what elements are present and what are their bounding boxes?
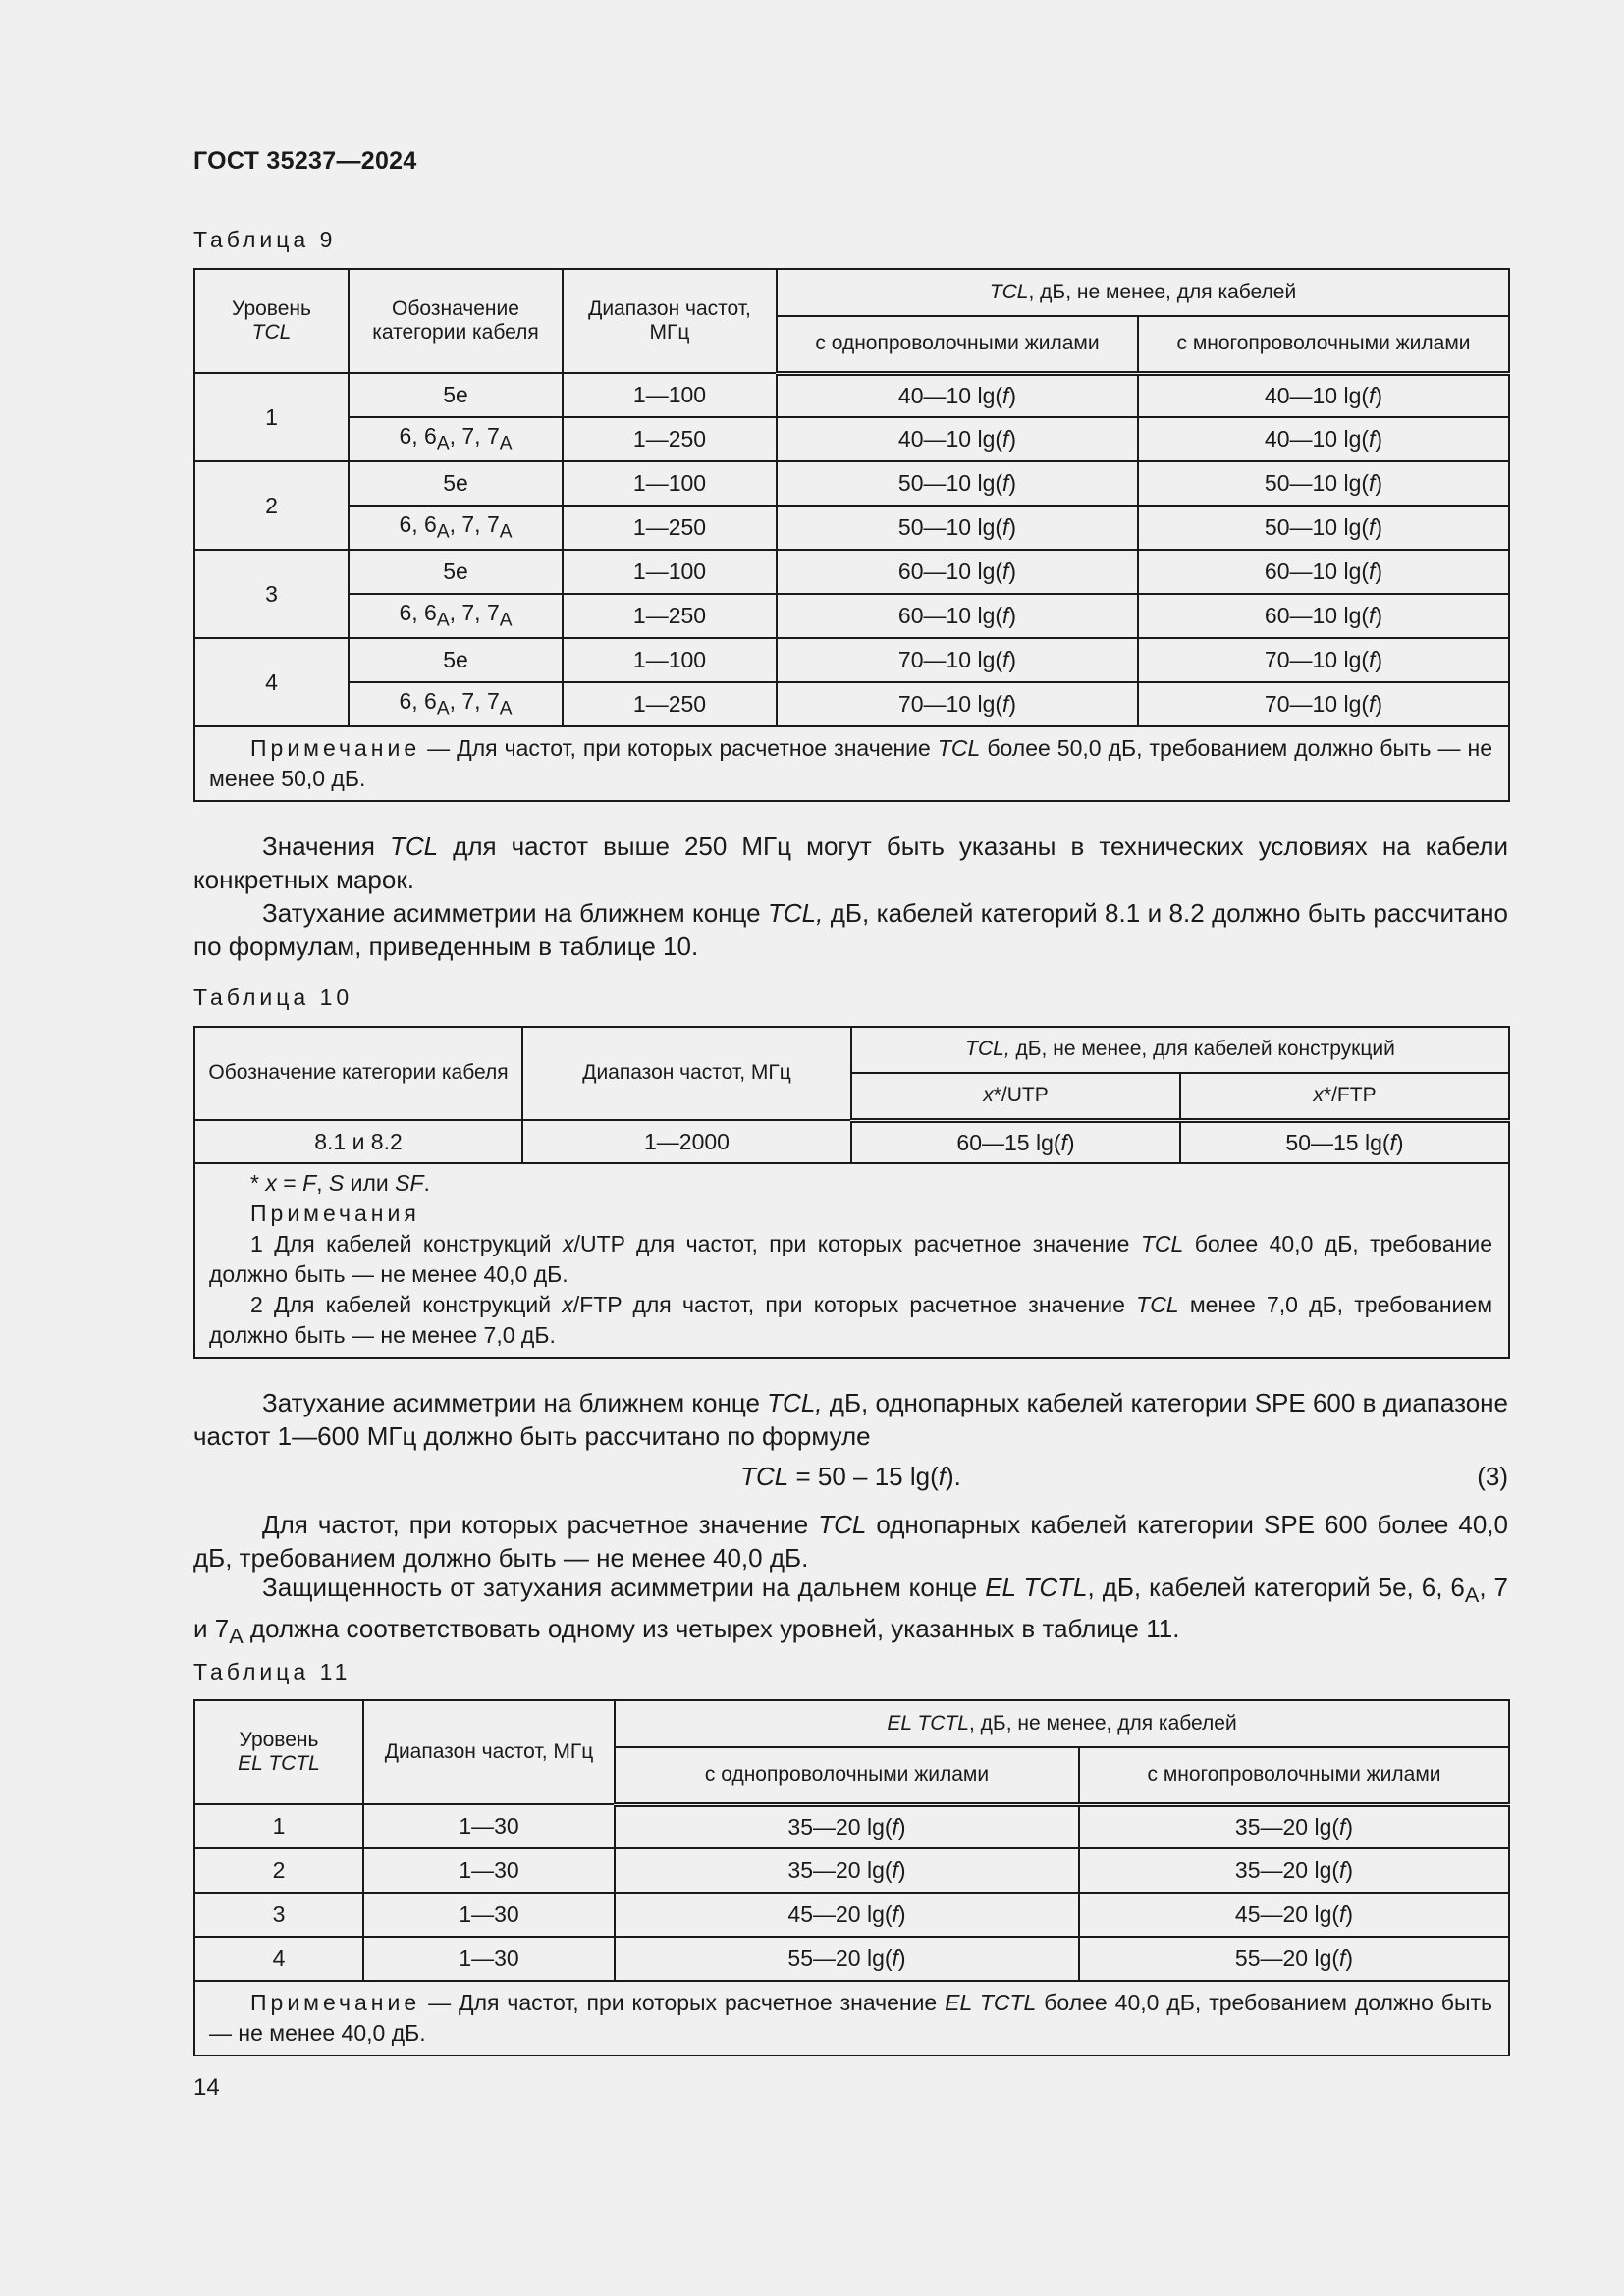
table9-cell-solid: 70—10 lg(f)	[777, 682, 1138, 726]
table-row	[194, 1120, 1509, 1163]
table11-cell-frequency: 1—30	[363, 1893, 615, 1937]
table9-note: Примечание — Для частот, при которых расчетное значение TCL более 50,0 дБ, требованием должно быть — не менее 50,0 дБ.	[194, 726, 1509, 801]
table9-cell-solid: 70—10 lg(f)	[777, 638, 1138, 682]
table9-cell-stranded: 50—10 lg(f)	[1138, 506, 1509, 550]
table9-cell-frequency: 1—250	[563, 506, 777, 550]
table10-note-1: 1 Для кабелей конструкций x/UTP для частот, при которых расчетное значение TCL более 40,0 дБ, требование должно быть — не менее 40,0 дБ.	[209, 1231, 1493, 1287]
table11-cell-level: 3	[194, 1893, 363, 1937]
table11-cell-stranded: 35—20 lg(f)	[1079, 1848, 1509, 1893]
table9-cell-category: 5e	[349, 638, 563, 682]
table11-note: Примечание — Для частот, при которых расчетное значение EL TCTL более 40,0 дБ, требованием должно быть — не менее 40,0 дБ.	[194, 1981, 1509, 2056]
table11-cell-level: 4	[194, 1937, 363, 1981]
table10-caption: Таблица 10	[193, 985, 353, 1010]
table11-cell-level: 2	[194, 1848, 363, 1893]
table10-cell-ftp: 50—15 lg(f)	[1180, 1120, 1509, 1163]
table9-header-frequency: Диапазон частот, МГц	[563, 269, 777, 373]
table9-cell-category: 6, $6_A$, 7, $7_A$	[349, 594, 563, 638]
table10	[193, 1026, 1510, 1359]
table11-header-level: Уровень EL TCTL	[194, 1700, 363, 1804]
formula-number: (3)	[1477, 1462, 1508, 1491]
table-row	[194, 417, 1509, 461]
paragraph-el-tctl: Защищенность от затухания асимметрии на дальнем конце EL TCTL, дБ, кабелей категорий 5е, 6, $6_A$, 7 и $7_A$ должна соответствовать одному из четырех уровней, указанных в таблице 11.	[193, 1573, 1508, 1649]
table9-cell-category: 5e	[349, 373, 563, 417]
table11-cell-stranded: 55—20 lg(f)	[1079, 1937, 1509, 1981]
table9	[193, 268, 1510, 802]
table11-cell-solid: 55—20 lg(f)	[615, 1937, 1079, 1981]
table-row	[194, 1893, 1509, 1937]
table9-cell-frequency: 1—250	[563, 594, 777, 638]
table11-header-el-tctl: EL TCTL, дБ, не менее, для кабелей	[615, 1700, 1509, 1747]
table10-cell-utp: 60—15 lg(f)	[851, 1120, 1180, 1163]
table10-header-category: Обозначение категории кабеля	[194, 1027, 522, 1120]
table11-cell-stranded: 45—20 lg(f)	[1079, 1893, 1509, 1937]
table-row	[194, 461, 1509, 506]
table9-cell-stranded: 70—10 lg(f)	[1138, 682, 1509, 726]
table9-cell-category: 6, $6_A$, 7, $7_A$	[349, 682, 563, 726]
table9-cell-frequency: 1—100	[563, 638, 777, 682]
document-id: ГОСТ 35237—2024	[193, 147, 417, 175]
table9-cell-frequency: 1—100	[563, 373, 777, 417]
table9-cell-solid: 50—10 lg(f)	[777, 461, 1138, 506]
table11	[193, 1699, 1510, 2056]
table-row	[194, 1937, 1509, 1981]
table9-cell-solid: 60—10 lg(f)	[777, 594, 1138, 638]
table9-cell-level: 2	[194, 461, 349, 550]
table10-notes-label: Примечания	[250, 1201, 420, 1226]
table9-cell-category: 6, $6_A$, 7, $7_A$	[349, 506, 563, 550]
table9-cell-category: 5e	[349, 461, 563, 506]
table11-cell-level: 1	[194, 1804, 363, 1848]
table9-cell-frequency: 1—100	[563, 550, 777, 594]
table11-header-stranded: с многопроволочными жилами	[1079, 1747, 1509, 1804]
table9-cell-solid: 60—10 lg(f)	[777, 550, 1138, 594]
paragraph-tcl-cat8: Затухание асимметрии на ближнем конце TCL, дБ, кабелей категорий 8.1 и 8.2 должно быть рассчитано по формулам, приведенным в таблице 10.	[193, 898, 1508, 961]
table11-cell-stranded: 35—20 lg(f)	[1079, 1804, 1509, 1848]
table10-footnote: * x = F, S или SF.	[250, 1170, 430, 1196]
table-row	[194, 638, 1509, 682]
table11-cell-frequency: 1—30	[363, 1804, 615, 1848]
table-row	[194, 1848, 1509, 1893]
table11-cell-solid: 35—20 lg(f)	[615, 1804, 1079, 1848]
paragraph-spe600: Затухание асимметрии на ближнем конце TCL, дБ, однопарных кабелей категории SPE 600 в диапазоне частот 1—600 МГц должно быть рассчитано по формуле	[193, 1388, 1508, 1451]
table11-cell-frequency: 1—30	[363, 1848, 615, 1893]
table11-header-solid: с однопроволочными жилами	[615, 1747, 1079, 1804]
table9-cell-solid: 40—10 lg(f)	[777, 417, 1138, 461]
table10-notes	[194, 1163, 1509, 1358]
table9-cell-category: 5e	[349, 550, 563, 594]
formula-3	[193, 1462, 1508, 1492]
table9-header-level: Уровень TCL	[194, 269, 349, 373]
table9-cell-stranded: 50—10 lg(f)	[1138, 461, 1509, 506]
paragraph-spe600-limit: Для частот, при которых расчетное значение TCL однопарных кабелей категории SPE 600 более 40,0 дБ, требованием должно быть — не менее 40,0 дБ.	[193, 1510, 1508, 1573]
table9-cell-level: 1	[194, 373, 349, 461]
table9-header-solid: с однопроволочными жилами	[777, 316, 1138, 373]
table9-caption: Таблица 9	[193, 227, 337, 252]
table9-header-stranded: с многопроволочными жилами	[1138, 316, 1509, 373]
table9-cell-solid: 40—10 lg(f)	[777, 373, 1138, 417]
table-row	[194, 506, 1509, 550]
table-row	[194, 594, 1509, 638]
table10-header-ftp: x*/FTP	[1180, 1073, 1509, 1120]
table9-header-tcl: TCL, дБ, не менее, для кабелей	[777, 269, 1509, 316]
table-row	[194, 682, 1509, 726]
table9-cell-level: 3	[194, 550, 349, 638]
table9-cell-stranded: 70—10 lg(f)	[1138, 638, 1509, 682]
table10-header-tcl: TCL, дБ, не менее, для кабелей конструкций	[851, 1027, 1509, 1073]
table-row	[194, 373, 1509, 417]
table9-cell-stranded: 60—10 lg(f)	[1138, 594, 1509, 638]
table10-cell-category: 8.1 и 8.2	[194, 1120, 522, 1163]
table9-cell-solid: 50—10 lg(f)	[777, 506, 1138, 550]
paragraph-tcl-values: Значения TCL для частот выше 250 МГц могут быть указаны в технических условиях на кабели конкретных марок.	[193, 831, 1508, 894]
page-number: 14	[193, 2074, 220, 2101]
table11-cell-solid: 35—20 lg(f)	[615, 1848, 1079, 1893]
table9-cell-level: 4	[194, 638, 349, 726]
table11-caption: Таблица 11	[193, 1659, 352, 1684]
table11-cell-frequency: 1—30	[363, 1937, 615, 1981]
table9-cell-frequency: 1—250	[563, 417, 777, 461]
table9-cell-category: 6, $6_A$, 7, $7_A$	[349, 417, 563, 461]
table-row	[194, 550, 1509, 594]
table9-header-category: Обозначение категории кабеля	[349, 269, 563, 373]
table10-header-utp: x*/UTP	[851, 1073, 1180, 1120]
table10-cell-frequency: 1—2000	[522, 1120, 851, 1163]
formula-expression: TCL = 50 – 15 lg(f).	[740, 1462, 961, 1491]
table9-cell-frequency: 1—250	[563, 682, 777, 726]
table11-cell-solid: 45—20 lg(f)	[615, 1893, 1079, 1937]
table9-cell-frequency: 1—100	[563, 461, 777, 506]
table10-header-frequency: Диапазон частот, МГц	[522, 1027, 851, 1120]
table11-header-frequency: Диапазон частот, МГц	[363, 1700, 615, 1804]
table10-note-2: 2 Для кабелей конструкций x/FTP для частот, при которых расчетное значение TCL менее 7,0 дБ, требованием должно быть — не менее 7,0 дБ.	[209, 1292, 1493, 1348]
table9-cell-stranded: 60—10 lg(f)	[1138, 550, 1509, 594]
table9-cell-stranded: 40—10 lg(f)	[1138, 373, 1509, 417]
table-row	[194, 1804, 1509, 1848]
table9-cell-stranded: 40—10 lg(f)	[1138, 417, 1509, 461]
